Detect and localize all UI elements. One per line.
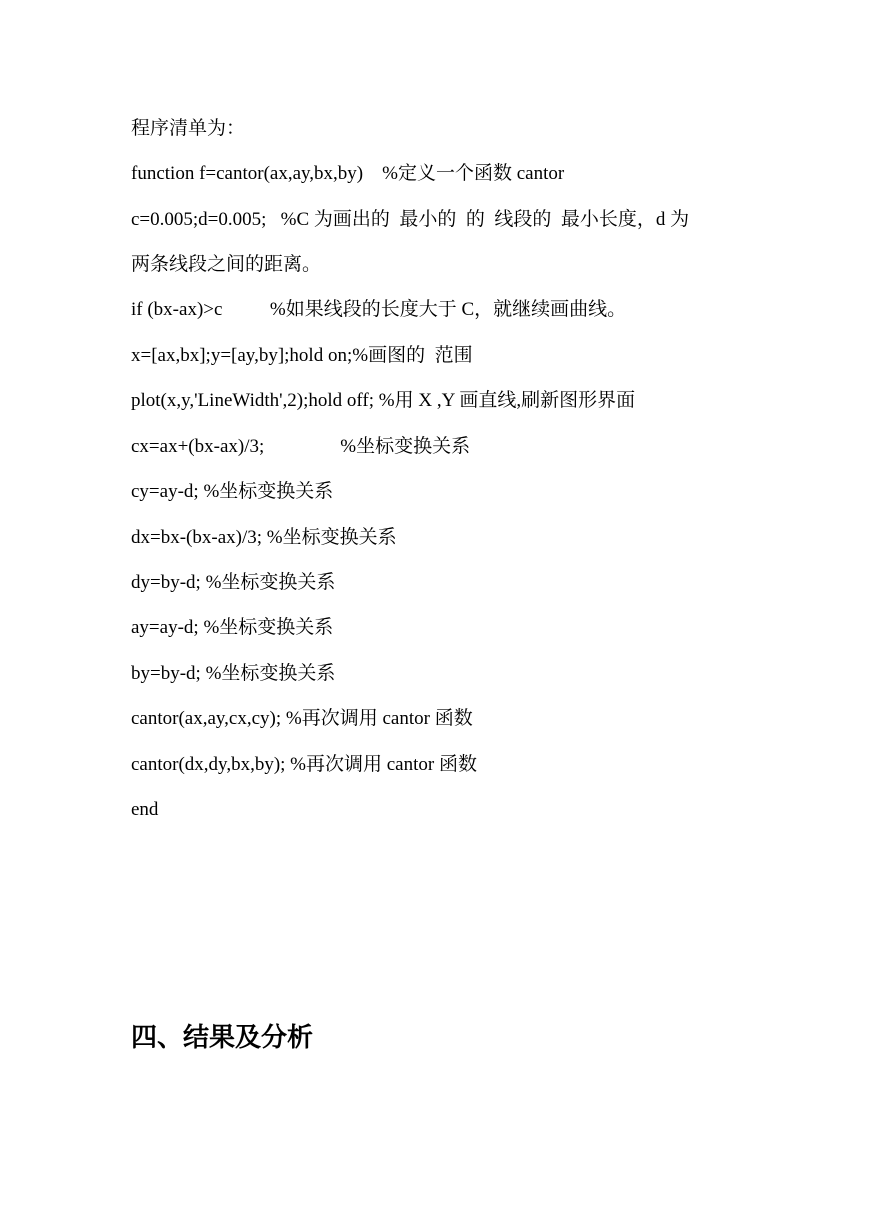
code-line-constants: c=0.005;d=0.005; %C 为画出的 最小的 的 线段的 最小长度，d 为 bbox=[131, 209, 690, 230]
code-line-if: if (bx-ax)>c %如果线段的长度大于 C，就继续画曲线。 bbox=[131, 299, 627, 320]
code-line-end: end bbox=[131, 799, 159, 820]
code-line-ay: ay=ay-d; %坐标变换关系 bbox=[131, 617, 334, 638]
code-line-cx: cx=ax+(bx-ax)/3; %坐标变换关系 bbox=[131, 436, 471, 457]
code-line-cy: cy=ay-d; %坐标变换关系 bbox=[131, 481, 334, 502]
section-heading-results: 四、结果及分析 bbox=[131, 1023, 314, 1053]
code-line-constants-continued: 两条线段之间的距离。 bbox=[131, 254, 322, 275]
code-line-cantor-call-2: cantor(dx,dy,bx,by); %再次调用 cantor 函数 bbox=[131, 754, 477, 775]
code-line-plot: plot(x,y,'LineWidth',2);hold off; %用 X ,Y 画直线,刷新图形界面 bbox=[131, 390, 636, 411]
code-line-function-def: function f=cantor(ax,ay,bx,by) %定义一个函数 cantor bbox=[131, 163, 565, 184]
code-line-dx: dx=bx-(bx-ax)/3; %坐标变换关系 bbox=[131, 527, 397, 548]
code-line-dy: dy=by-d; %坐标变换关系 bbox=[131, 572, 336, 593]
code-line-cantor-call-1: cantor(ax,ay,cx,cy); %再次调用 cantor 函数 bbox=[131, 708, 473, 729]
program-listing-intro: 程序清单为： bbox=[131, 118, 246, 139]
code-line-xy: x=[ax,bx];y=[ay,by];hold on;%画图的 范围 bbox=[131, 345, 473, 366]
code-line-by: by=by-d; %坐标变换关系 bbox=[131, 663, 336, 684]
